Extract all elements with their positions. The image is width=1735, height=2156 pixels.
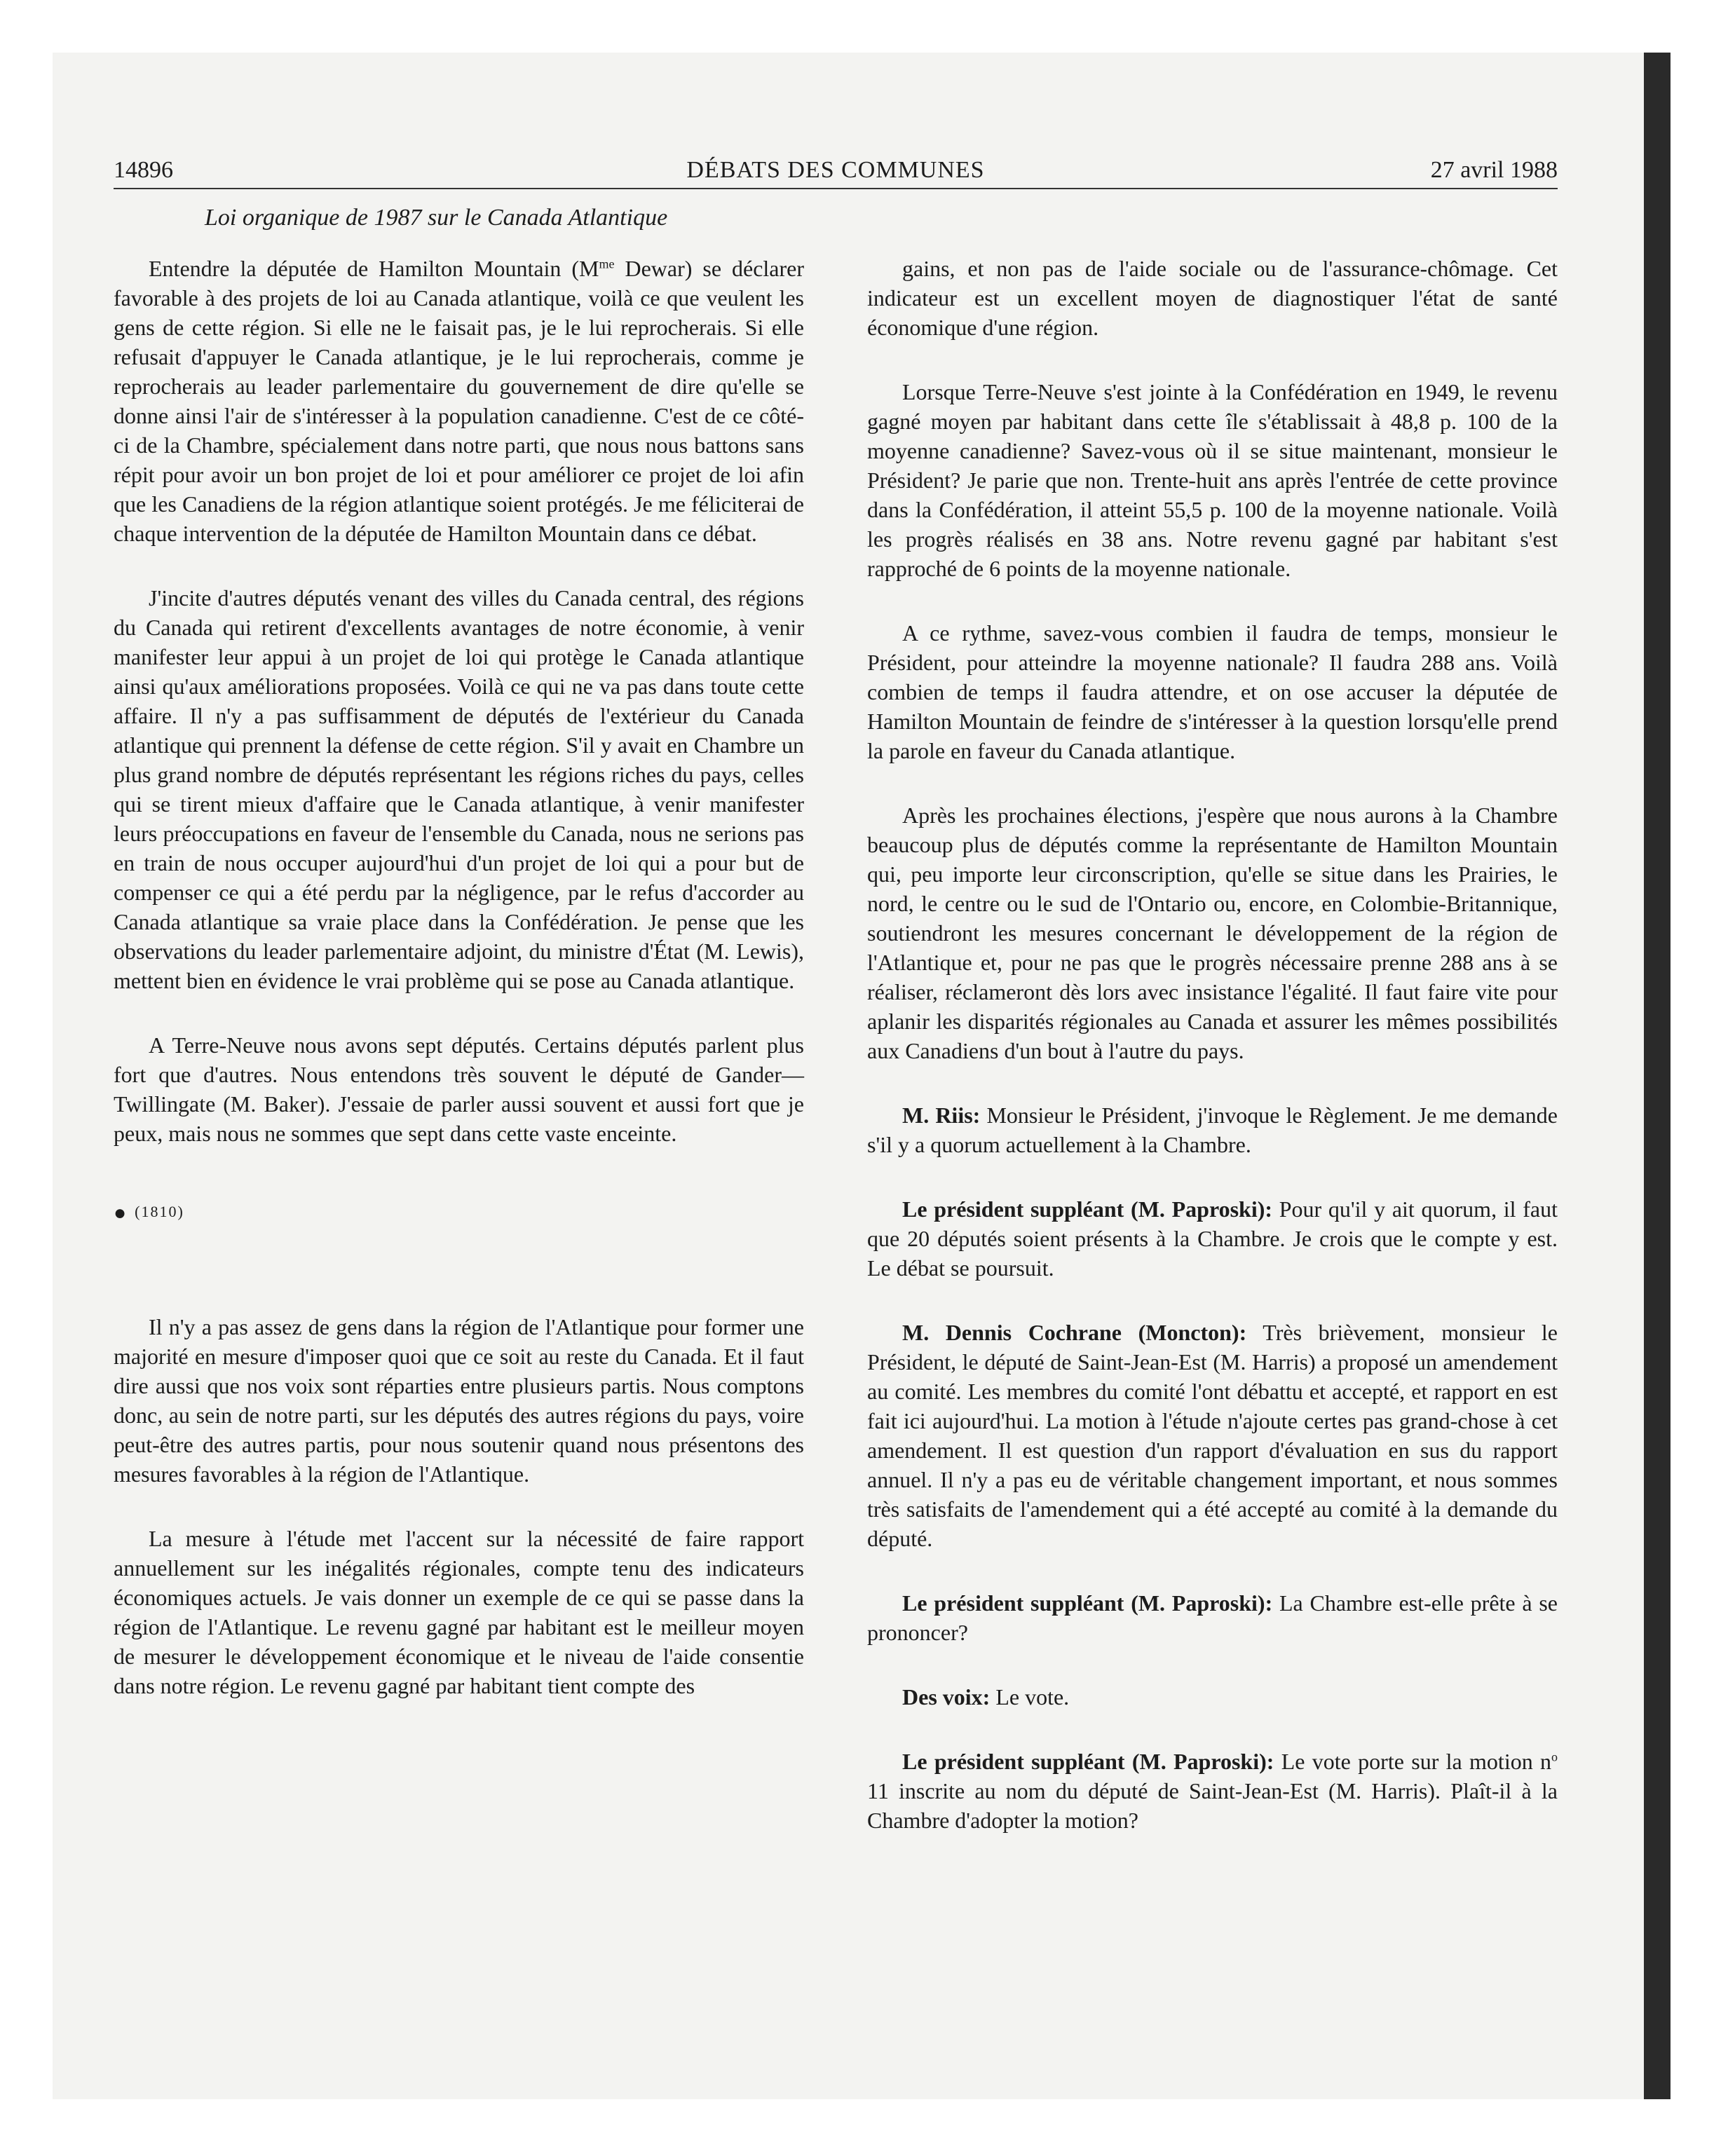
speaker-name: Le président suppléant (M. Paproski):: [902, 1590, 1273, 1616]
paragraph: J'incite d'autres députés venant des villes du Canada central, des régions du Canada qui retirent d'excellents avantages de notre économie, à venir manifester leur appui à un projet de loi qui protège le Canada atlantique ainsi qu'aux améliorations proposées. Voilà ce qui ne va pas dans toute cette affaire. Il n'y a pas suffisamment de députés de l'extérieur du Canada atlantique qui prennent la défense de cette région. S'il y avait en Chambre un plus grand nombre de députés représentant les régions riches du pays, celles qui se tirent mieux d'affaire que le Canada atlantique, à venir manifester leurs préoccupations en faveur de l'ensemble du Canada, nous ne serions pas en train de nous occuper aujourd'hui d'un projet de loi qui a pour but de compenser ce qui a été perdu par la négligence, par le refus d'accorder au Canada atlantique sa vraie place dans la Confédération. Je pense que les observations du leader parlementaire adjoint, du ministre d'État (M. Lewis), mettent bien en évidence le vrai problème qui se pose au Canada atlantique.: [114, 585, 804, 993]
paragraph: Entendre la députée de Hamilton Mountain ($M^{me}$ Dewar) se déclarer favorable à des projets de loi au Canada atlantique, voilà ce que veulent les gens de cette région. Si elle ne le faisait pas, je le lui reprocherais. Si elle refusait d'appuyer le Canada atlantique, je le lui reprocherais, comme je reprocherais au leader parlementaire du gouvernement de dire qu'elle se donne ainsi l'air de s'intéresser à la population canadienne. C'est de ce côté-ci de la Chambre, spécialement dans notre parti, que nous nous battons sans répit pour avoir un bon projet de loi et pour améliorer ce projet de loi afin que les Canadiens de la région atlantique soient protégés. Je me féliciterai de chaque intervention de la députée de Hamilton Mountain dans ce débat.: [114, 256, 805, 546]
publication-date: 27 avril 1988: [1430, 157, 1558, 183]
page-number: 14896: [114, 157, 173, 183]
header-rule: [114, 188, 1558, 189]
speech: M. Dennis Cochrane (Moncton): Très brièvement, monsieur le Président, le député de Saint-Jean-Est (M. Harris) a proposé un amendement au comité. Les membres du comité l'ont débattu et accepté, et rapport en est fait ici aujourd'hui. La motion à l'étude n'ajoute certes pas grand-chose à cet amendement. Il est question d'un rapport d'évaluation en sus du rapport annuel. Il n'y a pas eu de véritable changement important, et nous sommes très satisfaits de l'amendement qui a été accepté au comité à la demande du député.: [867, 1320, 1558, 1551]
speech: Des voix: Le vote.: [902, 1684, 1070, 1710]
speech: M. Riis: Monsieur le Président, j'invoque le Règlement. Je me demande s'il y a quorum actuellement à la Chambre.: [867, 1103, 1558, 1157]
right-column: [867, 254, 1558, 1870]
paragraph: Après les prochaines élections, j'espère que nous aurons à la Chambre beaucoup plus de députés comme la représentante de Hamilton Mountain qui, peu importe leur circonscription, qu'elle se situe dans les Prairies, le nord, le centre ou le sud de l'Ontario ou, encore, en Colombie-Britannique, soutiendront les mesures concernant le développement de la région de l'Atlantique et, pour ne pas que le progrès nécessaire prenne 288 ans à se réaliser, réclameront dès lors avec insistance l'égalité. Il faut faire vite pour aplanir les disparités régionales au Canada et assurer les mêmes possibilités aux Canadiens d'un bout à l'autre du pays.: [867, 803, 1558, 1063]
speech: Le président suppléant (M. Paproski): Le vote porte sur la motion $n^o$ 11 inscrite au nom du député de Saint-Jean-Est (M. Harris). Plaît-il à la Chambre d'adopter la motion?: [867, 1749, 1558, 1833]
speaker-name: Le président suppléant (M. Paproski):: [902, 1196, 1273, 1222]
paragraph: A ce rythme, savez-vous combien il faudra de temps, monsieur le Président, pour atteindre la moyenne nationale? Il faudra 288 ans. Voilà combien de temps il faudra attendre, et on ose accuser la députée de Hamilton Mountain de feindre de s'intéresser à la question lorsqu'elle prend la parole en faveur du Canada atlantique.: [867, 620, 1558, 763]
paragraph: Lorsque Terre-Neuve s'est jointe à la Confédération en 1949, le revenu gagné moyen par habitant dans cette île s'établissait à 48,8 p. 100 de la moyenne canadienne? Savez-vous où il se situe maintenant, monsieur le Président? Je parie que non. Trente-huit ans après l'entrée de cette province dans la Confédération, il atteint 55,5 p. 100 de la moyenne nationale. Voilà les progrès réalisés en 38 ans. Notre revenu gagné par habitant s'est rapproché de 6 points de la moyenne nationale.: [867, 379, 1558, 581]
left-column: [114, 203, 804, 1735]
speaker-name: Des voix:: [902, 1684, 991, 1710]
paragraph: gains, et non pas de l'aide sociale ou de l'assurance-chômage. Cet indicateur est un excellent moyen de diagnostiquer l'état de santé économique d'une région.: [867, 256, 1558, 340]
speech: Le président suppléant (M. Paproski): La Chambre est-elle prête à se prononcer?: [867, 1590, 1558, 1645]
binding-edge: [1644, 53, 1671, 2099]
hansard-page: [114, 0, 1558, 2156]
paragraph: Il n'y a pas assez de gens dans la région de l'Atlantique pour former une majorité en mesure d'imposer quoi que ce soit au reste du Canada. Et il faut dire aussi que nos voix sont réparties entre plusieurs partis. Nous comptons donc, au sein de notre parti, sur les députés des autres régions du pays, voire peut-être des autres partis, pour nous soutenir quand nous présentons des mesures favorables à la région de l'Atlantique.: [114, 1314, 804, 1487]
paragraph: La mesure à l'étude met l'accent sur la nécessité de faire rapport annuellement sur les inégalités régionales, compte tenu des indicateurs économiques actuels. Je vais donner un exemple de ce qui se passe dans la région de l'Atlantique. Le revenu gagné par habitant est le meilleur moyen de mesurer le développement économique et le niveau de l'aide consentie dans notre région. Le revenu gagné par habitant tient compte des: [114, 1525, 804, 1698]
speaker-name: M. Riis:: [902, 1103, 981, 1128]
running-header: [114, 153, 1558, 188]
publication-title: DÉBATS DES COMMUNES: [686, 157, 985, 183]
speaker-name: M. Dennis Cochrane (Moncton):: [902, 1320, 1247, 1345]
bullet-icon: ●: [114, 1201, 128, 1224]
paragraph: A Terre-Neuve nous avons sept députés. Certains députés parlent plus fort que d'autres. Nous entendons très souvent le député de Gander—Twillingate (M. Baker). J'essaie de parler aussi souvent et aussi fort que je peux, mais nous ne sommes que sept dans cette vaste enceinte.: [114, 1032, 804, 1146]
section-title: Loi organique de 1987 sur le Canada Atlantique: [205, 205, 668, 231]
timestamp-marker: ● (1810): [114, 1201, 184, 1224]
speaker-name: Le président suppléant (M. Paproski):: [902, 1749, 1274, 1774]
speech: Le président suppléant (M. Paproski): Pour qu'il y ait quorum, il faut que 20 députés soient présents à la Chambre. Je crois que le compte y est. Le débat se poursuit.: [867, 1196, 1558, 1281]
